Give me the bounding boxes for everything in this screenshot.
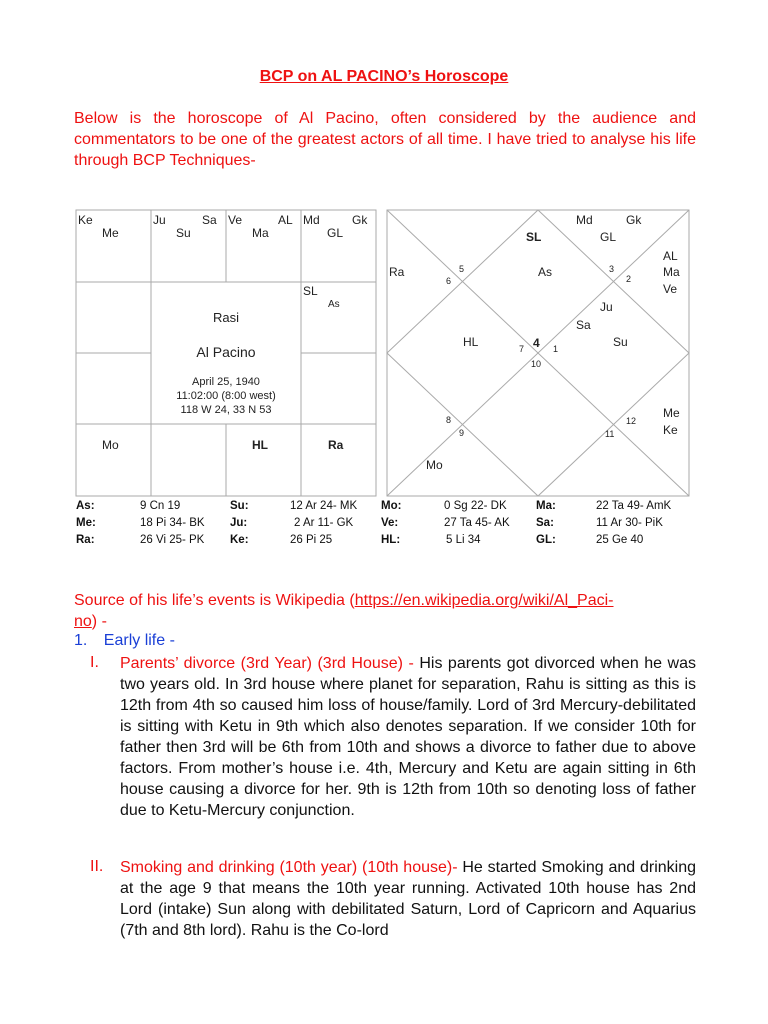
table-row: As: 9 Cn 19 Su: 12 Ar 24- MK Mo: 0 Sg 22- DK Ma: 22 Ta 49- AmK xyxy=(76,500,672,512)
rasi-mo: Mo xyxy=(102,438,119,452)
rasi-gk: Gk xyxy=(352,213,368,227)
rasi-ma: Ma xyxy=(252,226,269,240)
house-1: 1 xyxy=(553,344,559,354)
north-as: As xyxy=(538,265,553,279)
house-12: 12 xyxy=(626,416,637,426)
wikipedia-link-continued[interactable]: no xyxy=(74,613,92,630)
north-labels xyxy=(389,213,680,472)
horoscope-charts xyxy=(0,0,768,500)
intro-paragraph: Below is the horoscope of Al Pacino, often considered by the audience and commentators to be one of the greatest actors of all time. I have tried to analyse his life through BCP Techniques- xyxy=(74,110,696,169)
source-paragraph: Source of his life’s events is Wikipedia (https://en.wikipedia.org/wiki/Al_Paci- no) - xyxy=(74,592,614,630)
north-ve: Ve xyxy=(663,282,678,296)
north-sa: Sa xyxy=(576,318,591,332)
rasi-ra: Ra xyxy=(328,438,344,452)
page-title: BCP on AL PACINO’s Horoscope xyxy=(259,68,509,85)
table-row: Ra: 26 Vi 25- PK Ke: 26 Pi 25 HL: 5 Li 34 GL: 25 Ge 40 xyxy=(76,534,644,546)
rasi-center-name: Al Pacino xyxy=(196,344,256,360)
house-8: 8 xyxy=(446,415,452,425)
north-me: Me xyxy=(663,406,680,420)
rasi-sl: SL xyxy=(303,284,318,298)
rasi-center-time: 11:02:00 (8:00 west) xyxy=(176,390,276,402)
table-row: Me: 18 Pi 34- BK Ju: 2 Ar 11- GK Ve: 27 Ta 45- AK Sa: 11 Ar 30- PiK xyxy=(76,517,663,529)
item-heading: Smoking and drinking (10th year) (10th house)- xyxy=(120,859,463,876)
rasi-as: As xyxy=(328,299,340,310)
rasi-sa: Sa xyxy=(202,213,217,227)
house-3: 3 xyxy=(609,264,615,274)
rasi-md: Md xyxy=(303,213,320,227)
north-hl: HL xyxy=(463,335,479,349)
north-gl: GL xyxy=(600,230,617,244)
north-ra: Ra xyxy=(389,265,405,279)
rasi-center-place: 118 W 24, 33 N 53 xyxy=(180,404,272,416)
section-heading: 1. Early life - xyxy=(74,632,175,649)
item-heading: Parents’ divorce (3rd Year) (3rd House) - xyxy=(120,655,420,672)
rasi-ke: Ke xyxy=(78,213,93,227)
rasi-center-date: April 25, 1940 xyxy=(192,376,260,388)
rasi-ve: Ve xyxy=(228,213,243,227)
house-9: 9 xyxy=(459,428,465,438)
rasi-gl: GL xyxy=(327,226,344,240)
house-5: 5 xyxy=(459,264,465,274)
house-11: 11 xyxy=(605,429,615,439)
rasi-hl: HL xyxy=(252,438,268,452)
item-text: He started Smoking and drinking at the age 9 that means the 10th year running. Activated 10th house has 2nd Lord (intake) Sun along with debilitated Saturn, Lord of Capricorn and Aquarius (7th and 8th lord). Rahu is the Co-lord xyxy=(120,859,697,939)
item-paragraph xyxy=(120,857,696,941)
item-number: II. xyxy=(90,858,104,875)
north-su: Su xyxy=(613,335,628,349)
north-ma: Ma xyxy=(663,265,680,279)
rasi-ju: Ju xyxy=(153,213,166,227)
north-gk: Gk xyxy=(626,213,642,227)
north-ke: Ke xyxy=(663,423,678,437)
item-paragraph xyxy=(120,653,696,821)
rasi-al: AL xyxy=(278,213,293,227)
house-2: 2 xyxy=(626,274,632,284)
house-7: 7 xyxy=(519,344,525,354)
north-al: AL xyxy=(663,249,678,263)
rasi-labels xyxy=(78,213,368,452)
item-text: His parents got divorced when he was two years old. In 3rd house where planet for separation, Rahu is sitting as this is 12th from 4th so caused him loss of house/family. Lord of 3rd Mercury-debilitated is sitting with Ketu in 9th which also denotes separation. If we consider 10th for father then 3rd will be 6th from 10th and shows a divorce to father due to above factors. From mother’s house i.e. 4th, Mercury and Ketu are again sitting in 6th house causing a divorce for her. 9th is 12th from 10th so denoting loss of father due to Ketu-Mercury conjunction. xyxy=(120,655,696,819)
rasi-center-title: Rasi xyxy=(212,310,240,325)
rasi-su: Su xyxy=(176,226,191,240)
rasi-me: Me xyxy=(102,226,119,240)
north-mo: Mo xyxy=(426,458,443,472)
wikipedia-link[interactable]: https://en.wikipedia.org/wiki/Al_Paci- xyxy=(354,592,614,609)
item-number: I. xyxy=(90,654,99,671)
house-10: 10 xyxy=(531,359,542,369)
north-chart xyxy=(387,210,689,496)
north-sl: SL xyxy=(526,230,542,244)
north-md: Md xyxy=(576,213,593,227)
house-4: 4 xyxy=(533,336,540,350)
house-6: 6 xyxy=(446,276,452,286)
north-ju: Ju xyxy=(600,300,613,314)
